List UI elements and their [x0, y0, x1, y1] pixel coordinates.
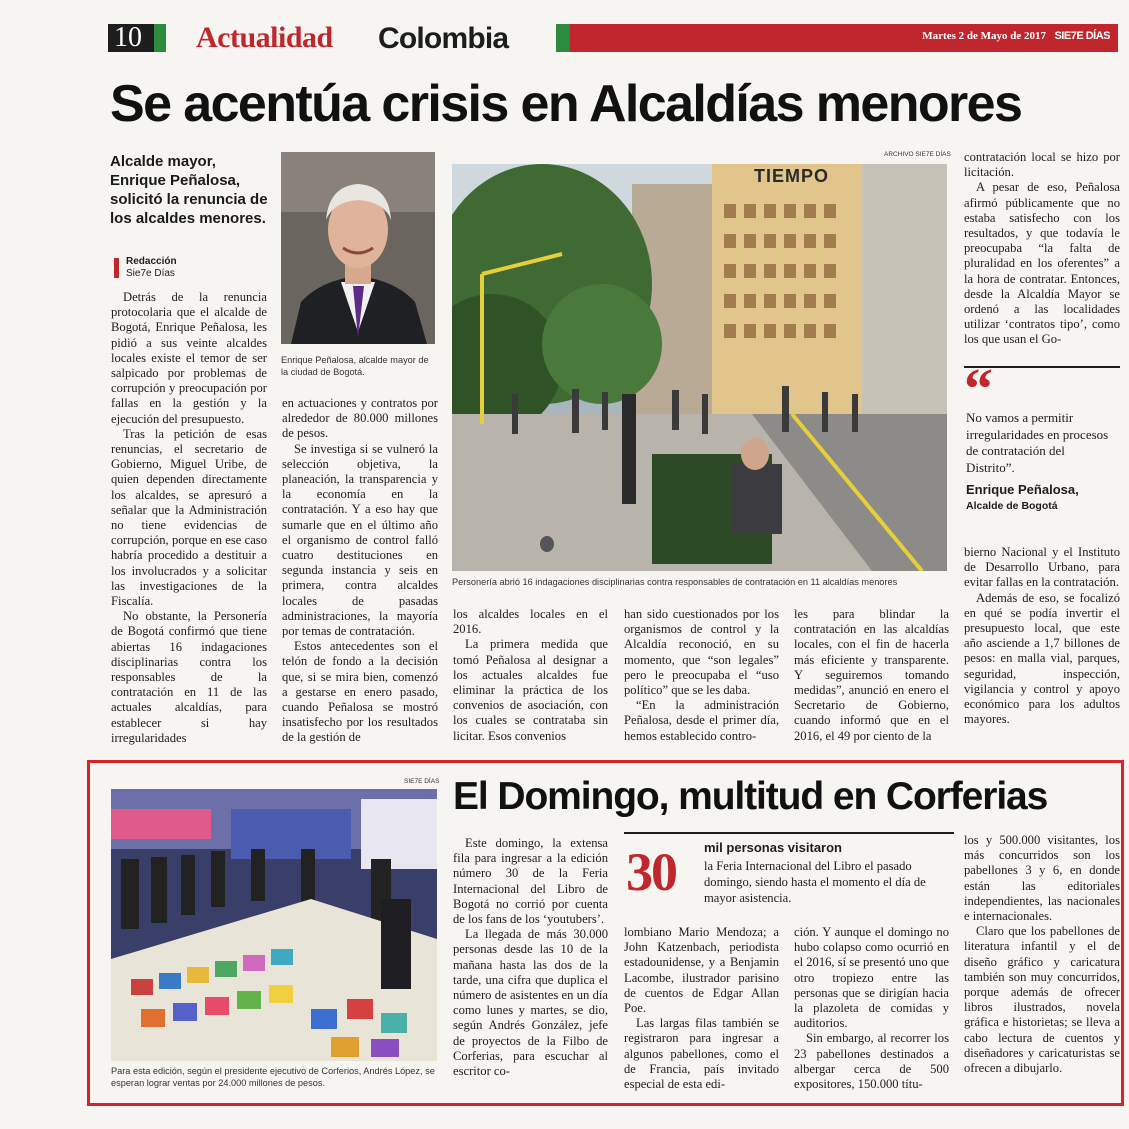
stat-text: la Feria Internacional del Libro el pasado domingo, siendo hasta el momento el día de mayor asistencia. — [704, 859, 926, 905]
section-secondary: Colombia — [378, 22, 509, 55]
main-col-5 — [794, 607, 949, 744]
header-brand: SIE7E DÍAS — [1054, 30, 1110, 42]
section-primary: Actualidad — [196, 21, 333, 54]
feria-photo-credit: SIE7E DÍAS — [404, 778, 440, 785]
street-illustration — [452, 164, 947, 571]
portrait-illustration — [281, 152, 435, 344]
feria-illustration — [111, 789, 437, 1061]
page-number: 10 — [114, 22, 142, 53]
feria-col2-para: Las largas filas también se registraron para ingresar a algunos pabellones, como el de Francia, país invitado especial de esta edi- — [624, 1016, 779, 1092]
stat-rule — [624, 832, 954, 834]
main-col-6-bottom — [964, 545, 1120, 727]
feria-col4-para: los y 500.000 visitantes, los más concurridos son los pabellones 3 y 6, en donde están las editoriales independientes, las nacionales e internacionales. — [964, 833, 1120, 924]
main-col-1 — [111, 290, 267, 746]
byline — [114, 256, 274, 280]
main-col6-para: contratación local se hizo por licitación. — [964, 150, 1120, 180]
main-col-2 — [282, 396, 438, 746]
portrait-caption: Enrique Peñalosa, alcalde mayor de la ciudad de Bogotá. — [281, 355, 429, 377]
header-accent-green — [556, 24, 570, 52]
stat-lead: mil personas visitaron — [704, 840, 842, 855]
main-col6-para: A pesar de eso, Peñalosa afirmó públicamente que no estaba satisfecho con los resultados, y que todavía le preocupaba “la falta de pluralidad en los oferentes” a la hora de contratar. Entonces, desde la Alcaldía Mayor se ordenó a las localidades utilizar ‘contratos tipo’, como los que usan el Go- — [964, 180, 1120, 347]
main-col-6-top — [964, 150, 1120, 348]
stat-number: 30 — [626, 842, 676, 902]
feria-col-3 — [794, 925, 949, 1092]
portrait-photo — [281, 152, 435, 344]
main-headline: Se acentúa crisis en Alcaldías menores — [110, 75, 1022, 133]
header-date-bar — [570, 24, 1118, 52]
page-header — [108, 22, 1118, 54]
byline-source: Sie7e Días — [126, 268, 175, 279]
byline-role: Redacción — [126, 256, 177, 267]
feria-col-2 — [624, 925, 779, 1092]
feria-col4-para: Claro que los pabellones de literatura infantil y el de diseño gráfico y caricatura también son muy concurridos, porque además de ofrecer libros ilustrados, novela gráfica e historietas; se lleva a cabo lectura de cuentos y diseñadores y caricaturistas se ofrecen a dibujarlo. — [964, 924, 1120, 1076]
main-col6b-para: Además de eso, se focalizó en qué se podía invertir el presupuesto local, que este año asciende a 1,7 billones de pesos: en malla vial, parques, seguridad, inspección, vigilancia y control y apoyo económico para los adultos mayores. — [964, 590, 1120, 727]
feria-col-1 — [453, 836, 608, 1079]
header-date: Martes 2 de Mayo de 2017 — [922, 30, 1046, 42]
main-col2-para: Estos antecedentes son el telón de fondo a la decisión que, si se mira bien, comenzó a gestarse en enero pasado, cuando Peñalosa se mostró insatisfecho por los resultados de la gestión de — [282, 639, 438, 745]
feria-stat-box — [624, 832, 954, 908]
quote-text: No vamos a permitir irregularidades en procesos de contratación del Distrito”. — [966, 410, 1109, 475]
main-col4-para: han sido cuestionados por los organismos de control y la Alcaldía reconoció, en su momento, que “son legales” pero le preocupaba el “uso político” que se les daba. — [624, 607, 779, 698]
feria-headline: El Domingo, multitud en Corferias — [453, 775, 1048, 818]
quote-mark-icon: “ — [964, 356, 993, 421]
street-sign: TIEMPO — [754, 166, 830, 186]
main-col2-para: en actuaciones y contratos por alrededor de 80.000 millones de pesos. — [282, 396, 438, 441]
byline-accent — [114, 258, 119, 278]
feria-col2-para: lombiano Mario Mendoza; a John Katzenbach, periodista estadounidense, y a Benjamin Lacombe, ilustrador parisino de cuentos de Edgar Allan Poe. — [624, 925, 779, 1016]
quote-author: Enrique Peñalosa, — [966, 482, 1079, 497]
main-col2-para: Se investiga si se vulneró la selección objetiva, la planeación, la transparencia y la economía en la contratación. Y a eso hay que sumarle que en el último año el organismo de control falló cuatro destituciones en segunda instancia y seis en primera, contra alcaldes locales de pasadas administraciones, la mayoría por temas de contratación. — [282, 441, 438, 639]
feria-photo — [111, 789, 437, 1061]
street-photo — [452, 164, 947, 571]
main-col1-para: Tras la petición de esas renuncias, el secretario de Gobierno, Miguel Uribe, de quien dependen directamente los alcaldes, se apresuró a señalar que la Administración no tiene evidencias de corrupción, porque en ese caso habría procedido a destituir a los involucrados y a solicitar las investigaciones de la Fiscalía. — [111, 426, 267, 609]
feria-col3-para: Sin embargo, al recorrer los 23 pabellones destinados a albergar cerca de 500 expositores, 150.000 títu- — [794, 1031, 949, 1092]
main-col-3 — [453, 607, 608, 744]
main-col4-para: “En la administración Peñalosa, desde el primer día, hemos establecido contro- — [624, 698, 779, 743]
street-photo-credit: ARCHIVO SIE7E DÍAS — [884, 151, 951, 158]
feria-col-4 — [964, 833, 1120, 1076]
main-subhead: Alcalde mayor, Enrique Peñalosa, solicitó la renuncia de los alcaldes menores. — [110, 153, 268, 227]
main-col6b-para: bierno Nacional y el Instituto de Desarrollo Urbano, para evitar fallas en la contratación. — [964, 545, 1120, 590]
main-col1-para: No obstante, la Personería de Bogotá confirmó que tiene abiertas 16 indagaciones disciplinarias contra los responsables de la contratación en 11 de las actuales alcaldías, para establecer si hay irregularidades — [111, 609, 267, 745]
main-col5-para: les para blindar la contratación en las alcaldías locales, con el fin de hacerla más eficiente y transparente. Y seguiremos tomando medidas”, anunció en enero el Secretario de Gobierno, cuando informó que en el 2016, el 49 por ciento de la — [794, 607, 949, 743]
page-number-accent — [154, 24, 166, 52]
feria-col3-para: ción. Y aunque el domingo no hubo colapso como ocurrió en el 2016, sí se presentó uno que otro tropiezo entre las personas que se dirigían hacia la plazoleta de comidas y auditorios. — [794, 925, 949, 1031]
street-photo-caption: Personería abrió 16 indagaciones disciplinarias contra responsables de contratación en 11 alcaldías menores — [452, 577, 898, 587]
main-col-4 — [624, 607, 779, 744]
main-col3-para: La primera medida que tomó Peñalosa al designar a los actuales alcaldes fue eliminar la práctica de los convenios de asociación, con los cuales se contrataba sin licitar. Esos convenios — [453, 637, 608, 743]
main-col1-para: Detrás de la renuncia protocolaria que el alcalde de Bogotá, Enrique Peñalosa, les pidió a sus veinte alcaldes locales existe el temor de ser salpicado por problemas de corrupción y preocupación por fallas en la gestión y la ejecución del presupuesto. — [111, 290, 267, 426]
feria-col1-para: La llegada de más 30.000 personas desde las 10 de la mañana hasta las dos de la tarde, una cifra que duplica el número de asistentes en un día como lunes y martes, se dio, según Andrés González, jefe de proyectos de la Filbo de Corferias, para escuchar al escritor co- — [453, 927, 608, 1079]
main-col3-para: los alcaldes locales en el 2016. — [453, 607, 608, 637]
feria-col1-para: Este domingo, la extensa fila para ingresar a la edición número 30 de la Feria Internacional del Libro de Bogotá no corrió por cuenta de los fans de los ‘youtubers’. — [453, 836, 608, 927]
feria-photo-caption: Para esta edición, según el presidente ejecutivo de Corferios, Andrés López, se esperan lograr ventas por 24.000 millones de pesos. — [111, 1066, 435, 1088]
pull-quote — [964, 356, 1120, 516]
quote-role: Alcalde de Bogotá — [966, 500, 1058, 512]
